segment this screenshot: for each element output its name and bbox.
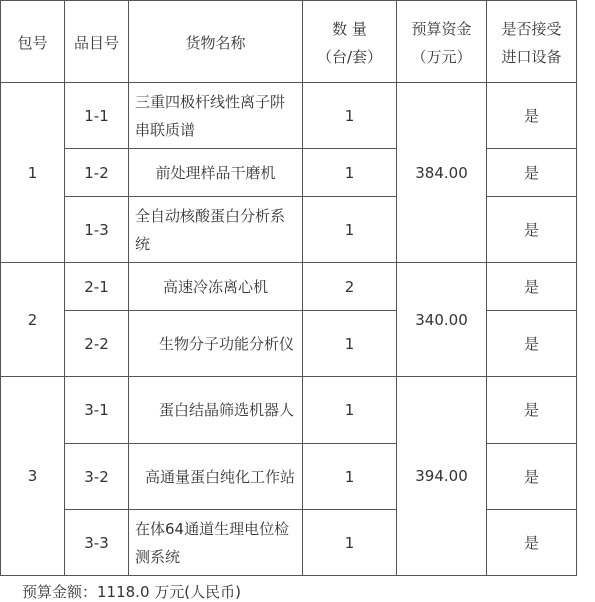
goods-name-cell: 在体64通道生理电位检测系统 — [129, 510, 303, 576]
goods-name-cell: 生物分子功能分析仪 — [129, 311, 303, 377]
item-no-cell: 3-1 — [65, 377, 129, 444]
table-row — [1, 263, 577, 311]
goods-name-cell: 高通量蛋白纯化工作站 — [129, 444, 303, 510]
imported-cell: 是 — [487, 263, 577, 311]
header-imported: 是否接受 进口设备 — [487, 1, 577, 83]
header-budget: 预算资金 （万元） — [397, 1, 487, 83]
imported-cell: 是 — [487, 197, 577, 263]
quantity-cell: 1 — [303, 377, 397, 444]
item-no-cell: 1-1 — [65, 83, 129, 149]
header-row — [1, 1, 577, 83]
table-row — [1, 510, 577, 576]
header-goods-name: 货物名称 — [129, 1, 303, 83]
package-cell: 2 — [1, 263, 65, 377]
item-no-cell: 1-3 — [65, 197, 129, 263]
item-no-cell: 3-2 — [65, 444, 129, 510]
quantity-cell: 1 — [303, 444, 397, 510]
quantity-cell: 1 — [303, 197, 397, 263]
table-row — [1, 83, 577, 149]
table-row — [1, 444, 577, 510]
imported-cell: 是 — [487, 377, 577, 444]
goods-name-cell: 蛋白结晶筛选机器人 — [129, 377, 303, 444]
imported-cell: 是 — [487, 510, 577, 576]
goods-name-cell: 高速冷冻离心机 — [129, 263, 303, 311]
item-no-cell: 3-3 — [65, 510, 129, 576]
quantity-cell: 1 — [303, 149, 397, 197]
budget-cell: 394.00 — [397, 377, 487, 576]
header-package: 包号 — [1, 1, 65, 83]
imported-cell: 是 — [487, 311, 577, 377]
table-row — [1, 149, 577, 197]
goods-name-cell: 前处理样品干磨机 — [129, 149, 303, 197]
table-row — [1, 197, 577, 263]
budget-cell: 340.00 — [397, 263, 487, 377]
header-quantity: 数 量 （台/套） — [303, 1, 397, 83]
goods-name-cell: 三重四极杆线性离子阱串联质谱 — [129, 83, 303, 149]
quantity-cell: 2 — [303, 263, 397, 311]
package-cell: 1 — [1, 83, 65, 263]
table-row — [1, 377, 577, 444]
imported-cell: 是 — [487, 83, 577, 149]
goods-name-cell: 全自动核酸蛋白分析系统 — [129, 197, 303, 263]
quantity-cell: 1 — [303, 311, 397, 377]
package-cell: 3 — [1, 377, 65, 576]
quantity-cell: 1 — [303, 83, 397, 149]
item-no-cell: 2-1 — [65, 263, 129, 311]
budget-total-footer: 预算金额：1118.0 万元(人民币) — [22, 583, 241, 601]
item-no-cell: 1-2 — [65, 149, 129, 197]
item-no-cell: 2-2 — [65, 311, 129, 377]
imported-cell: 是 — [487, 149, 577, 197]
imported-cell: 是 — [487, 444, 577, 510]
budget-cell: 384.00 — [397, 83, 487, 263]
quantity-cell: 1 — [303, 510, 397, 576]
header-item-no: 品目号 — [65, 1, 129, 83]
table-row — [1, 311, 577, 377]
